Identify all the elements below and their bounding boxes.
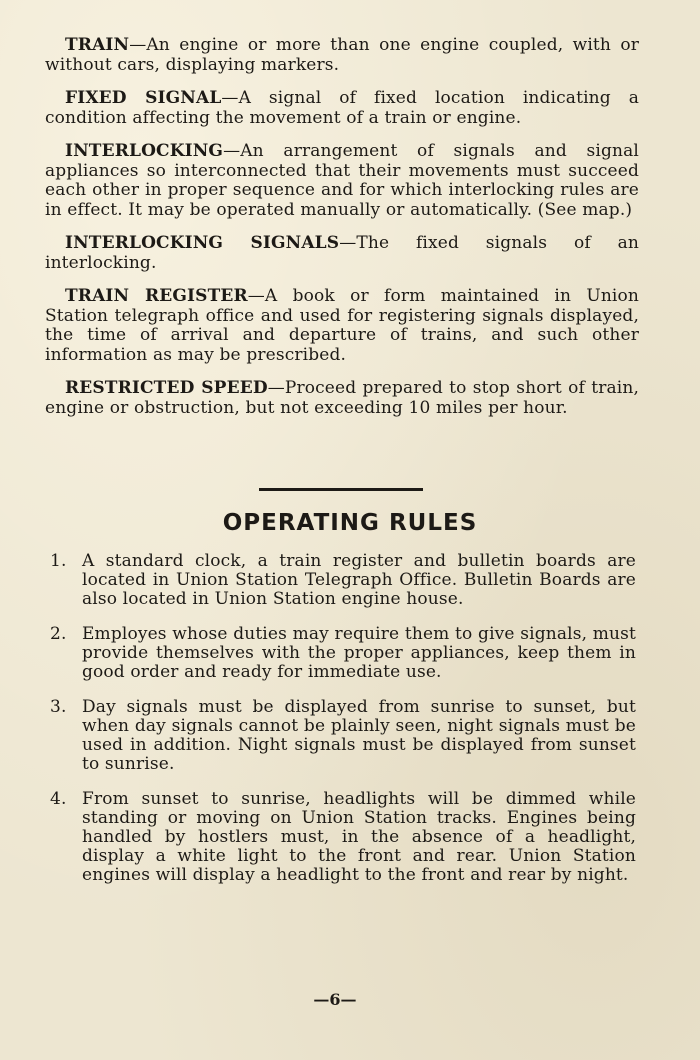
rule-number: 3. [50,697,67,717]
definition-train-register [45,287,639,365]
definition-term: TRAIN [65,35,130,55]
definition-restricted-speed [45,379,639,418]
page-number: —6— [313,990,357,1009]
definition-term: INTERLOCKING [65,141,224,161]
rule-text: Day signals must be displayed from sunrise to sunset, but when day signals cannot be plainly seen, night signals must be used in addition. Night signals must be displayed from sunset to sunrise. [82,697,636,774]
definition-train [45,36,639,75]
definition-interlocking-signals [45,234,639,273]
rule-number: 1. [50,551,67,571]
definition-text: —The fixed signals of an interlocking. [45,233,639,273]
definition-term: FIXED SIGNAL [65,88,222,108]
definition-term: TRAIN REGISTER [65,286,248,306]
definition-text: —A signal of fixed location indicating a condition affecting the movement of a train or engine. [45,88,639,128]
rule-item [50,625,636,682]
rule-text: From sunset to sunrise, headlights will be dimmed while standing or moving on Union Station tracks. Engines being handled by hostlers must, in the absence of a headlight, display a white light to the front and rear. Union Station engines will display a headlight to the front and rear by night. [82,789,636,885]
section-divider [259,488,423,491]
rule-item [50,698,636,774]
rule-number: 4. [50,789,67,809]
operating-rules-list [50,552,636,901]
definition-text: —A book or form maintained in Union Station telegraph office and used for registering signals displayed, the time of arrival and departure of trains, and such other information as may be prescribed. [45,286,639,365]
definition-term: RESTRICTED SPEED [65,378,268,398]
definition-term: INTERLOCKING SIGNALS [65,233,340,253]
definition-interlocking [45,142,639,220]
rule-item [50,552,636,609]
definition-fixed-signal [45,89,639,128]
definition-text: —An arrangement of signals and signal appliances so interconnected that their movements must succeed each other in proper sequence and for which interlocking rules are in effect. It may be operated manually or automatically. (See map.) [45,141,639,220]
section-heading: OPERATING RULES [222,510,478,536]
definition-text: —Proceed prepared to stop short of train, engine or obstruction, but not exceeding 10 miles per hour. [45,378,639,418]
definitions-section [45,36,639,418]
rule-text: Employes whose duties may require them to give signals, must provide themselves with the proper appliances, keep them in good order and ready for immediate use. [82,624,636,682]
rule-text: A standard clock, a train register and bulletin boards are located in Union Station Telegraph Office. Bulletin Boards are also located in Union Station engine house. [82,551,636,609]
rule-item [50,790,636,885]
rule-number: 2. [50,624,67,644]
definition-text: —An engine or more than one engine coupled, with or without cars, displaying markers. [45,35,639,75]
